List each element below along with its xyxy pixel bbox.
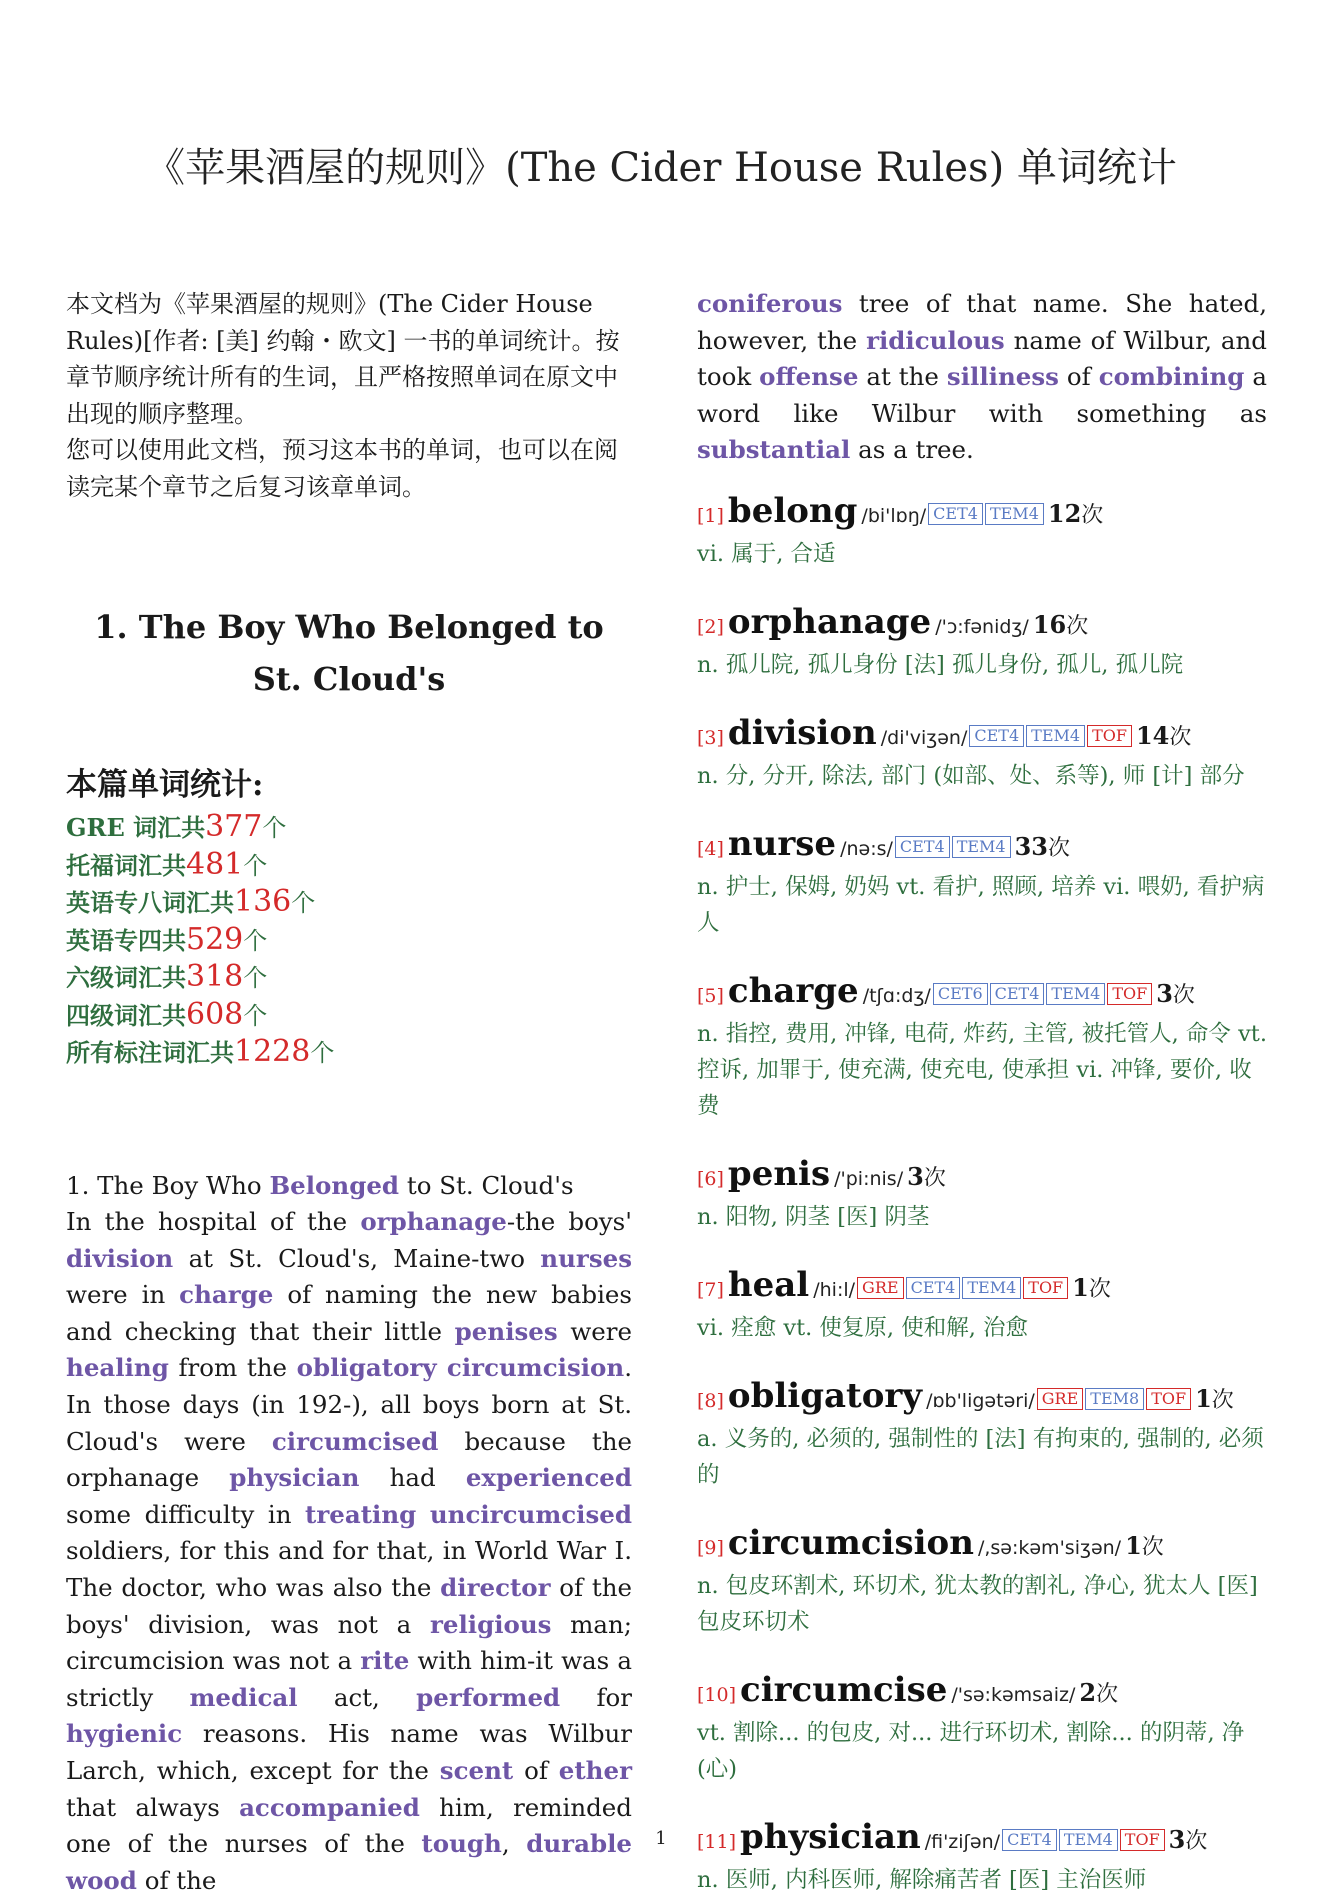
stat-label: 英语专四共 bbox=[66, 926, 186, 955]
word-index: [8] bbox=[697, 1390, 724, 1412]
stat-unit: 个 bbox=[310, 1039, 334, 1067]
stat-row bbox=[66, 847, 632, 885]
passage-text: him, reminded one of the nurses of the bbox=[66, 1793, 632, 1859]
stat-unit: 个 bbox=[243, 852, 267, 880]
word-entry bbox=[697, 713, 1267, 794]
word-definition: vt. 割除... 的包皮, 对... 进行环切术, 割除... 的阴蒂, 净(心) bbox=[697, 1720, 1244, 1782]
word-header bbox=[697, 1265, 1267, 1310]
word-index: [5] bbox=[697, 985, 724, 1007]
passage-text: name of Wilbur, and took bbox=[697, 326, 1267, 392]
word-headword: charge bbox=[728, 971, 859, 1011]
stat-count: 481 bbox=[186, 847, 243, 882]
word-frequency: 3 bbox=[907, 1162, 924, 1191]
word-headword: obligatory bbox=[728, 1376, 922, 1416]
word-level-tag: CET4 bbox=[906, 1277, 961, 1299]
vocab-highlight: scent bbox=[440, 1756, 513, 1785]
vocab-highlight: charge bbox=[179, 1280, 273, 1309]
word-definition: vi. 痊愈 vt. 使复原, 使和解, 治愈 bbox=[697, 1315, 1028, 1341]
word-headword: division bbox=[728, 713, 877, 753]
word-header bbox=[697, 491, 1267, 536]
word-definition: n. 分, 分开, 除法, 部门 (如部、处、系等), 师 [计] 部分 bbox=[697, 763, 1245, 789]
word-header bbox=[697, 1376, 1267, 1421]
intro bbox=[66, 286, 632, 505]
word-index: [7] bbox=[697, 1279, 724, 1301]
stat-count: 608 bbox=[186, 997, 243, 1032]
left-column bbox=[66, 286, 632, 1899]
vocab-highlight: Belonged bbox=[269, 1171, 399, 1200]
passage-text: some difficulty in bbox=[66, 1500, 305, 1529]
passage-text: for bbox=[560, 1683, 632, 1712]
word-frequency-unit: 次 bbox=[1048, 836, 1070, 861]
word-level-tag: TEM4 bbox=[1026, 725, 1085, 747]
vocab-highlight: director bbox=[440, 1573, 550, 1602]
passage-text bbox=[416, 1500, 430, 1529]
vocab-highlight: coniferous bbox=[697, 289, 842, 318]
chapter-heading: 1. The Boy Who Belonged to St. Cloud's bbox=[66, 601, 632, 705]
vocab-highlight: substantial bbox=[697, 435, 850, 464]
stat-row bbox=[66, 922, 632, 960]
passage-text: , bbox=[502, 1829, 526, 1858]
word-index: [11] bbox=[697, 1831, 736, 1853]
word-level-tag: CET4 bbox=[1002, 1829, 1057, 1851]
word-level-tag: TEM4 bbox=[1059, 1829, 1118, 1851]
stats-title: 本篇单词统计: bbox=[66, 765, 632, 805]
word-frequency-unit: 次 bbox=[1173, 983, 1195, 1008]
vocab-highlight: obligatory circumcision bbox=[297, 1353, 625, 1382]
passage-text: at the bbox=[858, 362, 947, 391]
stat-label: GRE 词汇共 bbox=[66, 813, 205, 842]
word-frequency: 12 bbox=[1048, 499, 1081, 528]
word-headword: heal bbox=[728, 1265, 809, 1305]
passage-text: act, bbox=[298, 1683, 417, 1712]
word-frequency: 33 bbox=[1015, 832, 1048, 861]
vocab-highlight: offense bbox=[759, 362, 858, 391]
passage-text: of the boys' division, was not a bbox=[66, 1573, 632, 1639]
word-phonetic: /nə:s/ bbox=[840, 838, 893, 860]
passage-text: that always bbox=[66, 1793, 239, 1822]
stat-unit: 个 bbox=[243, 964, 267, 992]
word-frequency-unit: 次 bbox=[1081, 503, 1103, 528]
word-frequency-unit: 次 bbox=[1096, 1682, 1118, 1707]
word-frequency: 14 bbox=[1136, 721, 1169, 750]
word-entry bbox=[697, 824, 1267, 941]
passage-text: of the bbox=[137, 1866, 217, 1895]
word-headword: physician bbox=[740, 1817, 921, 1857]
word-header bbox=[697, 1523, 1267, 1568]
word-definition: vi. 属于, 合适 bbox=[697, 541, 836, 567]
word-index: [2] bbox=[697, 616, 724, 638]
vocab-highlight: rite bbox=[360, 1646, 409, 1675]
vocab-highlight: circumcised bbox=[272, 1427, 439, 1456]
word-phonetic: /'pi:nis/ bbox=[834, 1168, 903, 1190]
word-index: [6] bbox=[697, 1168, 724, 1190]
word-frequency-unit: 次 bbox=[1089, 1277, 1111, 1302]
word-level-tag: CET4 bbox=[969, 725, 1024, 747]
vocab-highlight: nurses bbox=[540, 1244, 632, 1273]
word-phonetic: /hi:l/ bbox=[813, 1279, 855, 1301]
word-header bbox=[697, 1154, 1267, 1199]
word-level-tag: TOF bbox=[1146, 1388, 1191, 1410]
vocab-highlight: healing bbox=[66, 1353, 169, 1382]
stat-row bbox=[66, 997, 632, 1035]
word-frequency: 1 bbox=[1125, 1531, 1142, 1560]
vocab-highlight: religious bbox=[430, 1610, 552, 1639]
word-definition: n. 阳物, 阴茎 [医] 阴茎 bbox=[697, 1204, 929, 1230]
word-index: [9] bbox=[697, 1537, 724, 1559]
vocab-highlight: silliness bbox=[947, 362, 1059, 391]
word-index: [10] bbox=[697, 1684, 736, 1706]
word-entry bbox=[697, 971, 1267, 1124]
word-header bbox=[697, 713, 1267, 758]
stat-label: 所有标注词汇共 bbox=[66, 1038, 234, 1067]
stat-unit: 个 bbox=[262, 814, 286, 842]
word-definition: n. 孤儿院, 孤儿身份 [法] 孤儿身份, 孤儿, 孤儿院 bbox=[697, 652, 1183, 678]
word-headword: nurse bbox=[728, 824, 836, 864]
stat-label: 六级词汇共 bbox=[66, 963, 186, 992]
passage-text: of bbox=[1059, 362, 1099, 391]
word-level-tag: GRE bbox=[1037, 1388, 1084, 1410]
stat-label: 四级词汇共 bbox=[66, 1001, 186, 1030]
stat-count: 377 bbox=[205, 809, 262, 844]
passage-text: man; circumcision was not a bbox=[66, 1610, 632, 1676]
vocab-highlight: ether bbox=[559, 1756, 632, 1785]
page-number: 1 bbox=[0, 1828, 1322, 1849]
word-header bbox=[697, 971, 1267, 1016]
passage-text: a word like Wilbur with something as bbox=[697, 362, 1267, 428]
stat-unit: 个 bbox=[291, 889, 315, 917]
right-column bbox=[697, 286, 1267, 1898]
vocab-highlight: performed bbox=[416, 1683, 560, 1712]
word-header bbox=[697, 602, 1267, 647]
word-entry bbox=[697, 491, 1267, 572]
passage-text: from the bbox=[169, 1353, 297, 1382]
word-phonetic: /,sə:kəm'siʒən/ bbox=[978, 1537, 1121, 1559]
word-headword: belong bbox=[728, 491, 858, 531]
stat-count: 136 bbox=[234, 884, 291, 919]
word-frequency: 1 bbox=[1072, 1273, 1089, 1302]
passage-text: soldiers, for this and for that, in World War I. The doctor, who was also the bbox=[66, 1536, 632, 1602]
vocab-highlight: physician bbox=[229, 1463, 359, 1492]
stat-row bbox=[66, 1034, 632, 1072]
passage-text: of naming the new babies and checking that their little bbox=[66, 1280, 632, 1346]
stats-list bbox=[66, 809, 632, 1072]
word-definition: n. 护士, 保姆, 奶妈 vt. 看护, 照顾, 培养 vi. 喂奶, 看护病人 bbox=[697, 874, 1264, 936]
word-entry bbox=[697, 1154, 1267, 1235]
word-headword: penis bbox=[728, 1154, 830, 1194]
vocab-highlight: treating bbox=[305, 1500, 416, 1529]
word-headword: orphanage bbox=[728, 602, 931, 642]
word-level-tag: CET4 bbox=[895, 836, 950, 858]
vocab-highlight: medical bbox=[190, 1683, 298, 1712]
word-frequency-unit: 次 bbox=[1212, 1388, 1234, 1413]
word-frequency-unit: 次 bbox=[1169, 725, 1191, 750]
passage-text: had bbox=[359, 1463, 465, 1492]
passage-text: reasons. His name was Wilbur Larch, which, except for the bbox=[66, 1719, 632, 1785]
word-header bbox=[697, 824, 1267, 869]
word-phonetic: /fi'ziʃən/ bbox=[925, 1831, 1000, 1853]
word-frequency: 3 bbox=[1156, 979, 1173, 1008]
stat-count: 529 bbox=[186, 922, 243, 957]
passage-text: tree of that name. She hated, however, the bbox=[697, 289, 1267, 355]
passage-text: with him-it was a strictly bbox=[66, 1646, 632, 1712]
word-phonetic: /di'viʒən/ bbox=[881, 727, 968, 749]
word-level-tag: TEM4 bbox=[985, 503, 1044, 525]
passage-text: were in bbox=[66, 1280, 179, 1309]
passage-text: were bbox=[558, 1317, 632, 1346]
word-index: [1] bbox=[697, 505, 724, 527]
vocab-highlight: tough bbox=[421, 1829, 501, 1858]
word-phonetic: /'ɔ:fənidʒ/ bbox=[935, 616, 1029, 638]
word-level-tag: TEM4 bbox=[962, 1277, 1021, 1299]
stat-count: 318 bbox=[186, 959, 243, 994]
vocab-highlight: ridiculous bbox=[866, 326, 1005, 355]
chapter-passage bbox=[66, 1168, 632, 1899]
vocab-highlight: combining bbox=[1099, 362, 1245, 391]
vocab-highlight: orphanage bbox=[360, 1207, 506, 1236]
vocab-highlight: hygienic bbox=[66, 1719, 182, 1748]
vocab-highlight: penises bbox=[455, 1317, 558, 1346]
word-level-tag: TEM8 bbox=[1085, 1388, 1144, 1410]
passage-text: at St. Cloud's, Maine-two bbox=[173, 1244, 540, 1273]
word-level-tag: TOF bbox=[1107, 983, 1152, 1005]
word-frequency: 1 bbox=[1195, 1384, 1212, 1413]
word-phonetic: /ɒb'ligətəri/ bbox=[926, 1390, 1035, 1412]
word-level-tag: TOF bbox=[1087, 725, 1132, 747]
word-entry bbox=[697, 1376, 1267, 1493]
word-entry bbox=[697, 1265, 1267, 1346]
vocab-highlight: durable wood bbox=[66, 1829, 632, 1895]
word-phonetic: /tʃɑ:dʒ/ bbox=[863, 985, 931, 1007]
word-headword: circumcision bbox=[728, 1523, 974, 1563]
word-frequency: 3 bbox=[1169, 1825, 1186, 1854]
word-header bbox=[697, 1670, 1267, 1715]
word-definition: n. 指控, 费用, 冲锋, 电荷, 炸药, 主管, 被托管人, 命令 vt. 控诉, 加罪于, 使充满, 使充电, 使承担 vi. 冲锋, 要价, 收费 bbox=[697, 1021, 1267, 1119]
word-level-tag: TEM4 bbox=[1046, 983, 1105, 1005]
word-frequency-unit: 次 bbox=[1142, 1535, 1164, 1560]
word-frequency-unit: 次 bbox=[1185, 1829, 1207, 1854]
passage-paragraph bbox=[66, 1168, 632, 1205]
word-definition: n. 医师, 内科医师, 解除痛苦者 [医] 主治医师 bbox=[697, 1867, 1146, 1893]
stat-row bbox=[66, 959, 632, 997]
passage-text: In the hospital of the bbox=[66, 1207, 360, 1236]
stat-label: 英语专八词汇共 bbox=[66, 888, 234, 917]
word-phonetic: /bi'lɒŋ/ bbox=[861, 505, 926, 527]
vocab-highlight: accompanied bbox=[239, 1793, 420, 1822]
word-entry bbox=[697, 602, 1267, 683]
word-level-tag: TOF bbox=[1120, 1829, 1165, 1851]
passage-text: -the boys' bbox=[507, 1207, 632, 1236]
stat-label: 托福词汇共 bbox=[66, 851, 186, 880]
word-frequency-unit: 次 bbox=[924, 1166, 946, 1191]
stat-unit: 个 bbox=[243, 927, 267, 955]
vocab-highlight: uncircumcised bbox=[430, 1500, 632, 1529]
passage-continuation bbox=[697, 286, 1267, 469]
word-level-tag: TEM4 bbox=[952, 836, 1011, 858]
word-level-tag: CET6 bbox=[933, 983, 988, 1005]
passage-text: 1. The Boy Who bbox=[66, 1171, 269, 1200]
document-title: 《苹果酒屋的规则》(The Cider House Rules) 单词统计 bbox=[0, 142, 1322, 194]
word-level-tag: TOF bbox=[1023, 1277, 1068, 1299]
passage-text: to St. Cloud's bbox=[399, 1171, 573, 1200]
word-definition: n. 包皮环割术, 环切术, 犹太教的割礼, 净心, 犹太人 [医] 包皮环切术 bbox=[697, 1573, 1258, 1635]
intro-paragraph: 您可以使用此文档，预习这本书的单词，也可以在阅读完某个章节之后复习该章单词。 bbox=[66, 432, 632, 505]
word-entry bbox=[697, 1670, 1267, 1787]
stat-row bbox=[66, 884, 632, 922]
word-definition: a. 义务的, 必须的, 强制性的 [法] 有拘束的, 强制的, 必须的 bbox=[697, 1426, 1264, 1488]
word-index: [3] bbox=[697, 727, 724, 749]
intro-paragraph: 本文档为《苹果酒屋的规则》(The Cider House Rules)[作者: [美] 约翰・欧文] 一书的单词统计。按章节顺序统计所有的生词，且严格按照单词在原文中出现的顺序整理。 bbox=[66, 286, 632, 432]
passage-text: as a tree. bbox=[850, 435, 974, 464]
word-level-tag: GRE bbox=[857, 1277, 904, 1299]
stat-count: 1228 bbox=[234, 1034, 310, 1069]
word-phonetic: /'sə:kəmsaiz/ bbox=[951, 1684, 1075, 1706]
passage-paragraph bbox=[66, 1204, 632, 1899]
word-index: [4] bbox=[697, 838, 724, 860]
stat-row bbox=[66, 809, 632, 847]
word-frequency: 2 bbox=[1079, 1678, 1096, 1707]
passage-text: . In those days (in 192-), all boys born at St. Cloud's were bbox=[66, 1353, 632, 1455]
word-headword: circumcise bbox=[740, 1670, 947, 1710]
word-level-tag: CET4 bbox=[990, 983, 1045, 1005]
stat-unit: 个 bbox=[243, 1002, 267, 1030]
passage-text: because the orphanage bbox=[66, 1427, 632, 1493]
word-frequency: 16 bbox=[1033, 610, 1066, 639]
word-list bbox=[697, 491, 1267, 1898]
vocab-highlight: experienced bbox=[466, 1463, 632, 1492]
vocab-highlight: division bbox=[66, 1244, 173, 1273]
passage-text: of bbox=[513, 1756, 559, 1785]
word-frequency-unit: 次 bbox=[1066, 614, 1088, 639]
word-level-tag: CET4 bbox=[928, 503, 983, 525]
word-entry bbox=[697, 1523, 1267, 1640]
